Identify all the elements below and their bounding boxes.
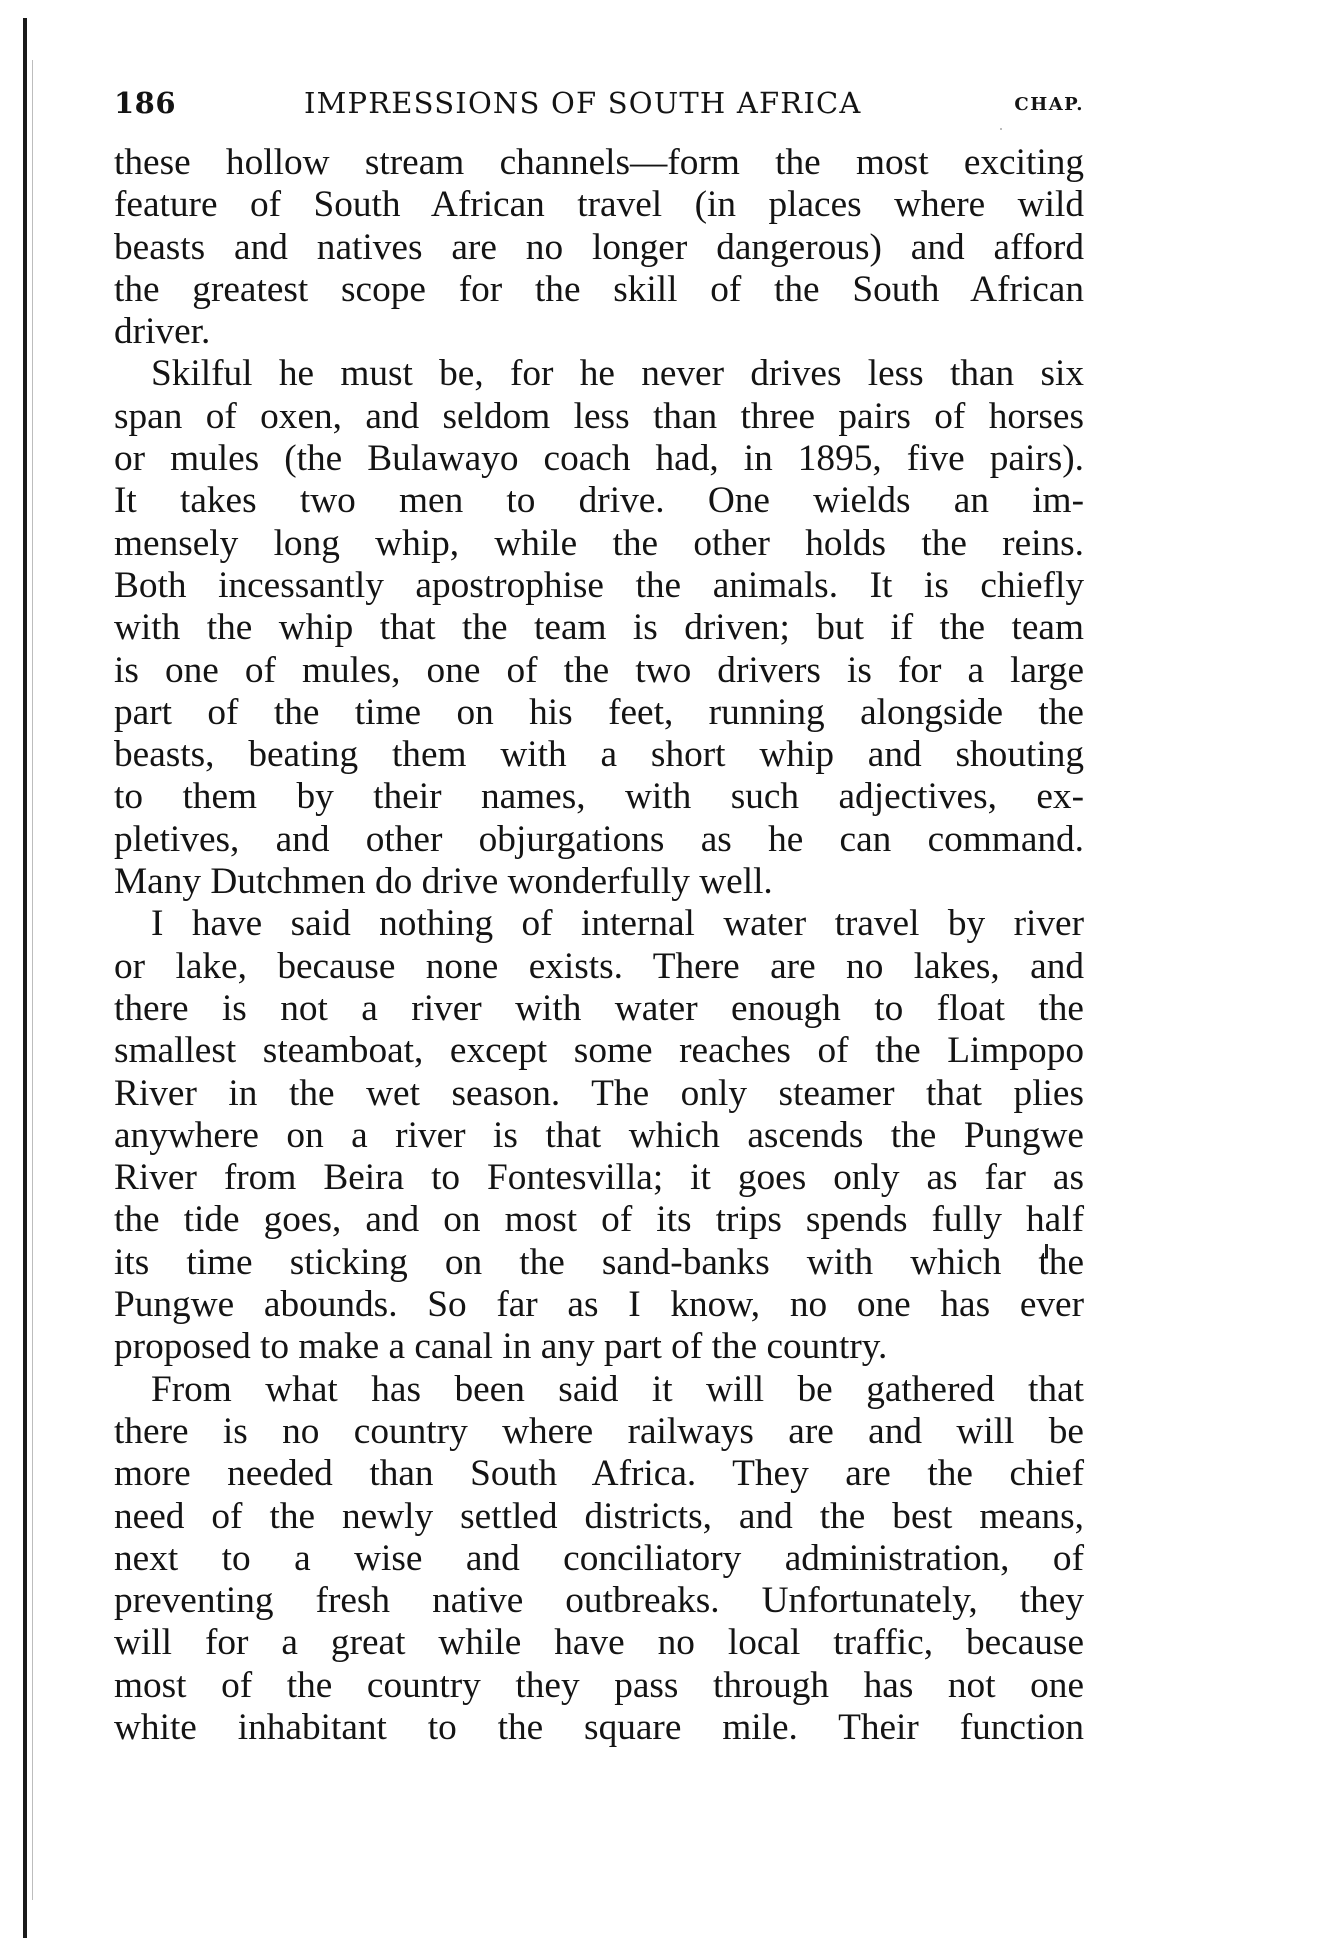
text-line: there is not a river with water enough to float the: [114, 987, 1084, 1029]
page-number: 186: [114, 86, 177, 120]
text-line: will for a great while have no local traffic, because: [114, 1622, 1084, 1664]
text-line: driver.: [114, 311, 211, 353]
text-line: proposed to make a canal in any part of the country.: [114, 1326, 888, 1368]
paragraph-start-line: Skilful he must be, for he never drives less than six: [151, 353, 1084, 395]
running-header: [114, 80, 1084, 132]
text-line: It takes two men to drive. One wields an im-: [114, 480, 1084, 522]
text-line: there is no country where railways are and will be: [114, 1410, 1084, 1452]
text-line: next to a wise and conciliatory administration, of: [114, 1537, 1084, 1579]
text-line: more needed than South Africa. They are the chief: [114, 1453, 1084, 1495]
text-line: anywhere on a river is that which ascends the Pungwe: [114, 1114, 1084, 1156]
text-line: white inhabitant to the square mile. Their function: [114, 1706, 1084, 1748]
text-line: preventing fresh native outbreaks. Unfortunately, they: [114, 1580, 1084, 1622]
text-line: need of the newly settled districts, and the best means,: [114, 1495, 1084, 1537]
page-gutter-shadow: [32, 60, 33, 1900]
text-line: the greatest scope for the skill of the South African: [114, 268, 1084, 310]
text-line: River in the wet season. The only steamer that plies: [114, 1072, 1084, 1114]
text-line: or lake, because none exists. There are no lakes, and: [114, 945, 1084, 987]
text-line: smallest steamboat, except some reaches of the Limpopo: [114, 1030, 1084, 1072]
chapter-label: CHAP.: [1014, 94, 1084, 115]
text-line: Pungwe abounds. So far as I know, no one has ever: [114, 1284, 1084, 1326]
text-line: span of oxen, and seldom less than three pairs of horses: [114, 395, 1084, 437]
text-line: the tide goes, and on most of its trips spends fully half: [114, 1199, 1084, 1241]
text-line: mensely long whip, while the other holds the reins.: [114, 522, 1084, 564]
text-line: these hollow stream channels—form the most exciting: [114, 142, 1084, 183]
text-line: Both incessantly apostrophise the animals. It is chiefly: [114, 564, 1084, 606]
page-gutter-edge: [23, 18, 27, 1938]
book-page: [114, 80, 1084, 1749]
body-text: [114, 142, 1084, 1749]
text-line: River from Beira to Fontesvilla; it goes only as far as: [114, 1157, 1084, 1199]
text-line: or mules (the Bulawayo coach had, in 1895, five pairs).: [114, 438, 1084, 480]
text-line: pletives, and other objurgations as he can command.: [114, 818, 1084, 860]
paragraph-start-line: I have said nothing of internal water travel by river: [151, 903, 1084, 945]
text-line: Many Dutchmen do drive wonderfully well.: [114, 861, 773, 903]
text-line: beasts and natives are no longer dangerous) and afford: [114, 226, 1084, 268]
text-line: is one of mules, one of the two drivers is for a large: [114, 649, 1084, 691]
text-line: beasts, beating them with a short whip and shouting: [114, 734, 1084, 776]
text-line: most of the country they pass through has not one: [114, 1664, 1084, 1706]
text-line: its time sticking on the sand-banks with which the: [114, 1241, 1084, 1283]
running-title: IMPRESSIONS OF SOUTH AFRICA: [304, 86, 862, 120]
text-line: with the whip that the team is driven; but if the team: [114, 607, 1084, 649]
text-line: feature of South African travel (in places where wild: [114, 184, 1084, 226]
text-line: part of the time on his feet, running alongside the: [114, 691, 1084, 733]
text-line: to them by their names, with such adjectives, ex-: [114, 776, 1084, 818]
paragraph-start-line: From what has been said it will be gathered that: [151, 1368, 1084, 1410]
